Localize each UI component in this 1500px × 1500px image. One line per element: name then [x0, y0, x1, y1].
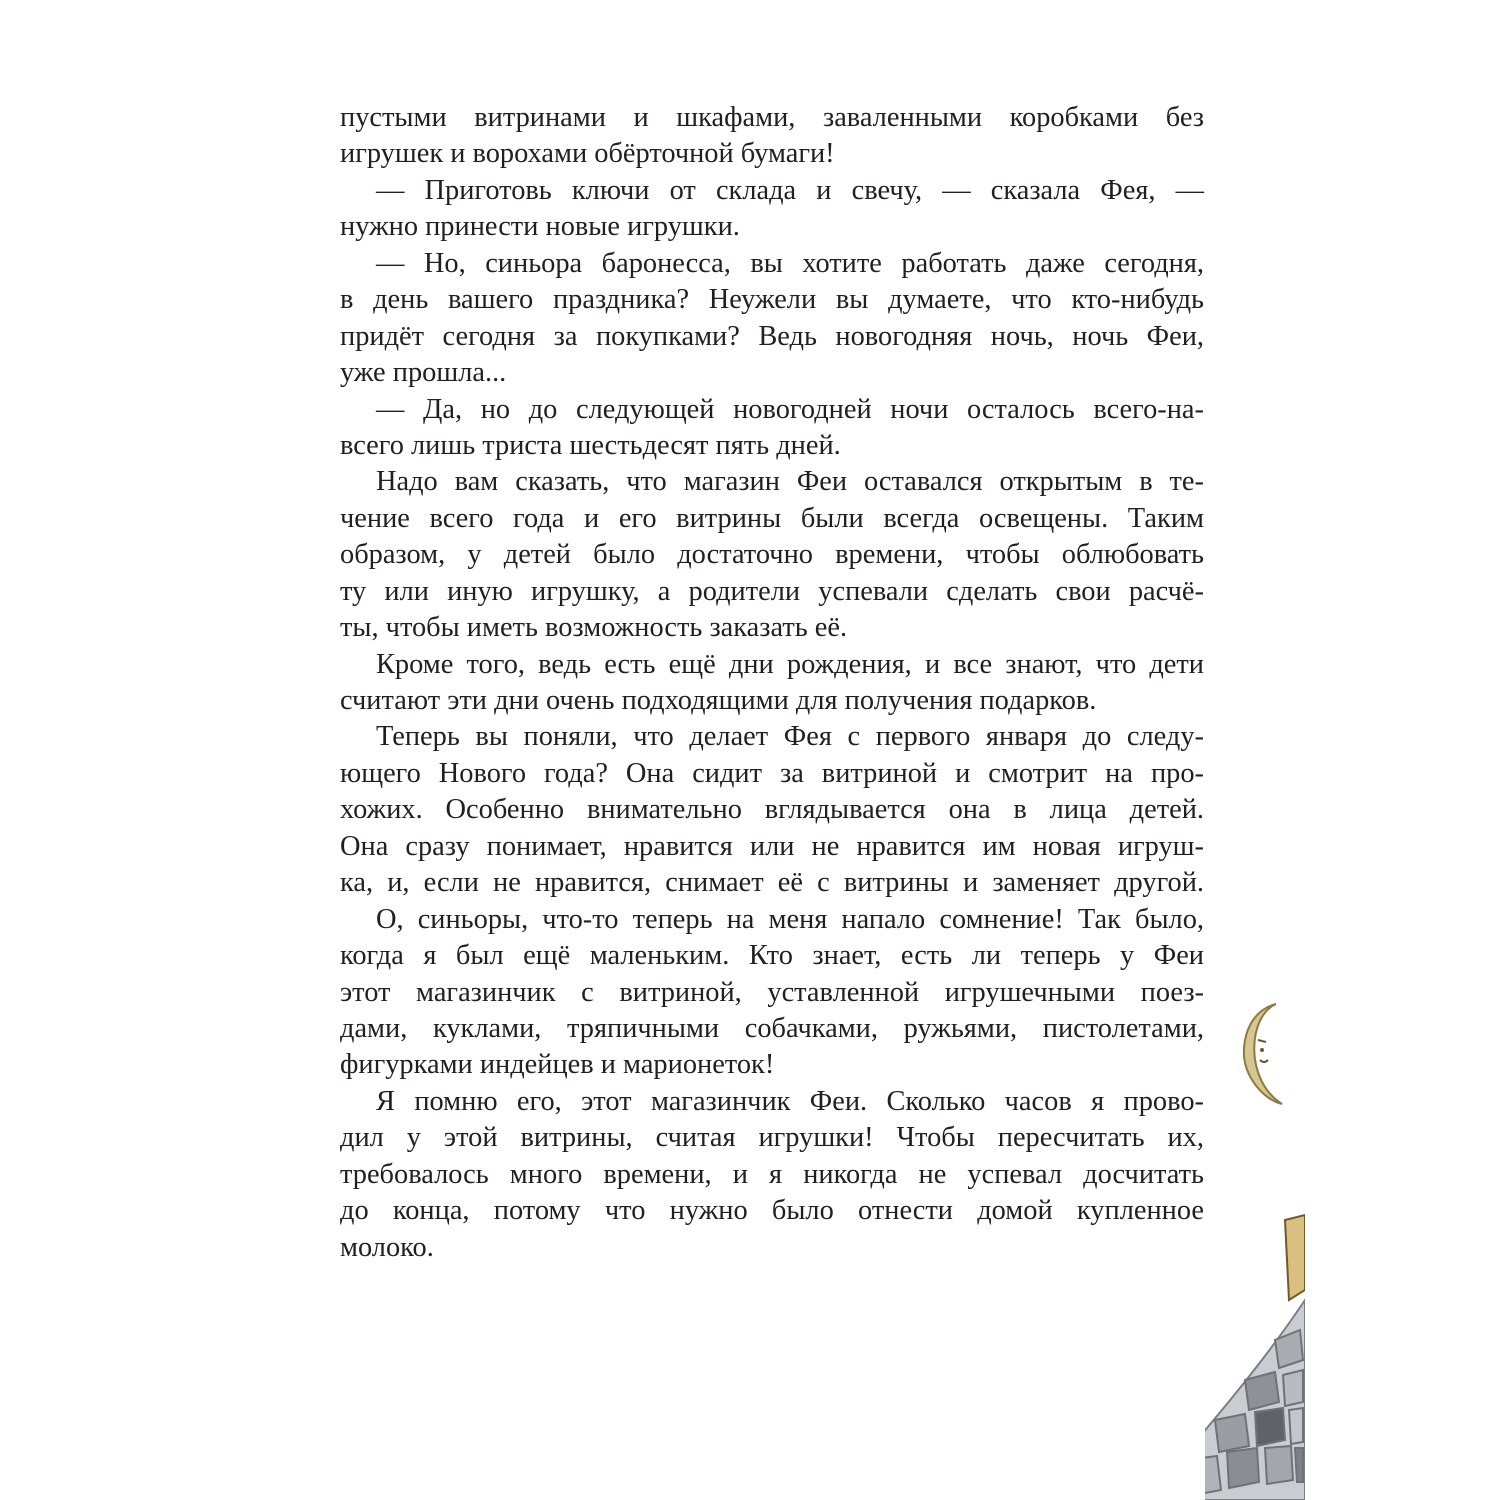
text-line: дил у этой витрины, считая игрушки! Чтобы пересчитать их, [340, 1122, 1204, 1154]
text-line: Надо вам сказать, что магазин Феи оставался открытым в те- [376, 466, 1204, 498]
text-line: требовалось много времени, и я никогда не успевал досчитать [340, 1158, 1204, 1190]
text-line: считают эти дни очень подходящими для получения подарков. [340, 685, 1097, 716]
text-line: уже прошла... [340, 357, 507, 389]
text-line: нужно принести новые игрушки. [340, 211, 740, 243]
text-line: этот магазинчик с витриной, уставленной игрушечными поез- [340, 976, 1204, 1008]
text-line: игрушек и ворохами обёрточной бумаги! [340, 138, 835, 170]
text-line: когда я был ещё маленьким. Кто знает, есть ли теперь у Феи [340, 940, 1204, 972]
text-line: чение всего года и его витрины были всегда освещены. Таким [340, 502, 1204, 534]
text-line: Кроме того, ведь есть ещё дни рождения, и все знают, что дети [376, 648, 1204, 680]
text-line: — Да, но до следующей новогодней ночи осталось всего-на- [376, 393, 1204, 425]
cobblestone-pavement-icon [1205, 1000, 1305, 1500]
text-line: — Но, синьора баронесса, вы хотите работать даже сегодня, [376, 247, 1204, 279]
text-line: Она сразу понимает, нравится или не нравится им новая игруш- [340, 830, 1204, 862]
text-line: О, синьоры, что-то теперь на меня напало сомнение! Так было, [376, 903, 1204, 935]
text-line: хожих. Особенно внимательно вглядывается она в лица детей. [340, 794, 1204, 826]
text-line: молоко. [340, 1231, 434, 1263]
text-line: до конца, потому что нужно было отнести домой купленное [340, 1195, 1204, 1227]
text-line: фигурками индейцев и марионеток! [340, 1049, 775, 1081]
text-line: ющего Нового года? Она сидит за витриной и смотрит на про- [340, 757, 1204, 789]
text-line: ка, и, если не нравится, снимает её с витрины и заменяет другой. [340, 867, 1204, 899]
text-line: в день вашего праздника? Неужели вы думаете, что кто-нибудь [340, 284, 1204, 316]
text-line: Я помню его, этот магазинчик Феи. Сколько часов я прово- [376, 1085, 1204, 1117]
text-line: пустыми витринами и шкафами, заваленными коробками без [340, 102, 1204, 133]
text-line: Теперь вы поняли, что делает Фея с первого января до следу- [376, 721, 1204, 753]
text-line: — Приготовь ключи от склада и свечу, — сказала Фея, — [376, 174, 1204, 206]
text-line: ту или иную игрушку, а родители успевали сделать свои расчё- [340, 575, 1204, 607]
text-line: придёт сегодня за покупками? Ведь новогодняя ночь, ночь Феи, [340, 320, 1204, 352]
body-text [340, 100, 1204, 1266]
text-line: дами, куклами, тряпичными собачками, ружьями, пистолетами, [340, 1012, 1204, 1044]
text-line: всего лишь триста шестьдесят пять дней. [340, 429, 841, 461]
text-line: ты, чтобы иметь возможность заказать её. [340, 612, 848, 644]
text-line: образом, у детей было достаточно времени, чтобы облюбовать [340, 539, 1204, 571]
